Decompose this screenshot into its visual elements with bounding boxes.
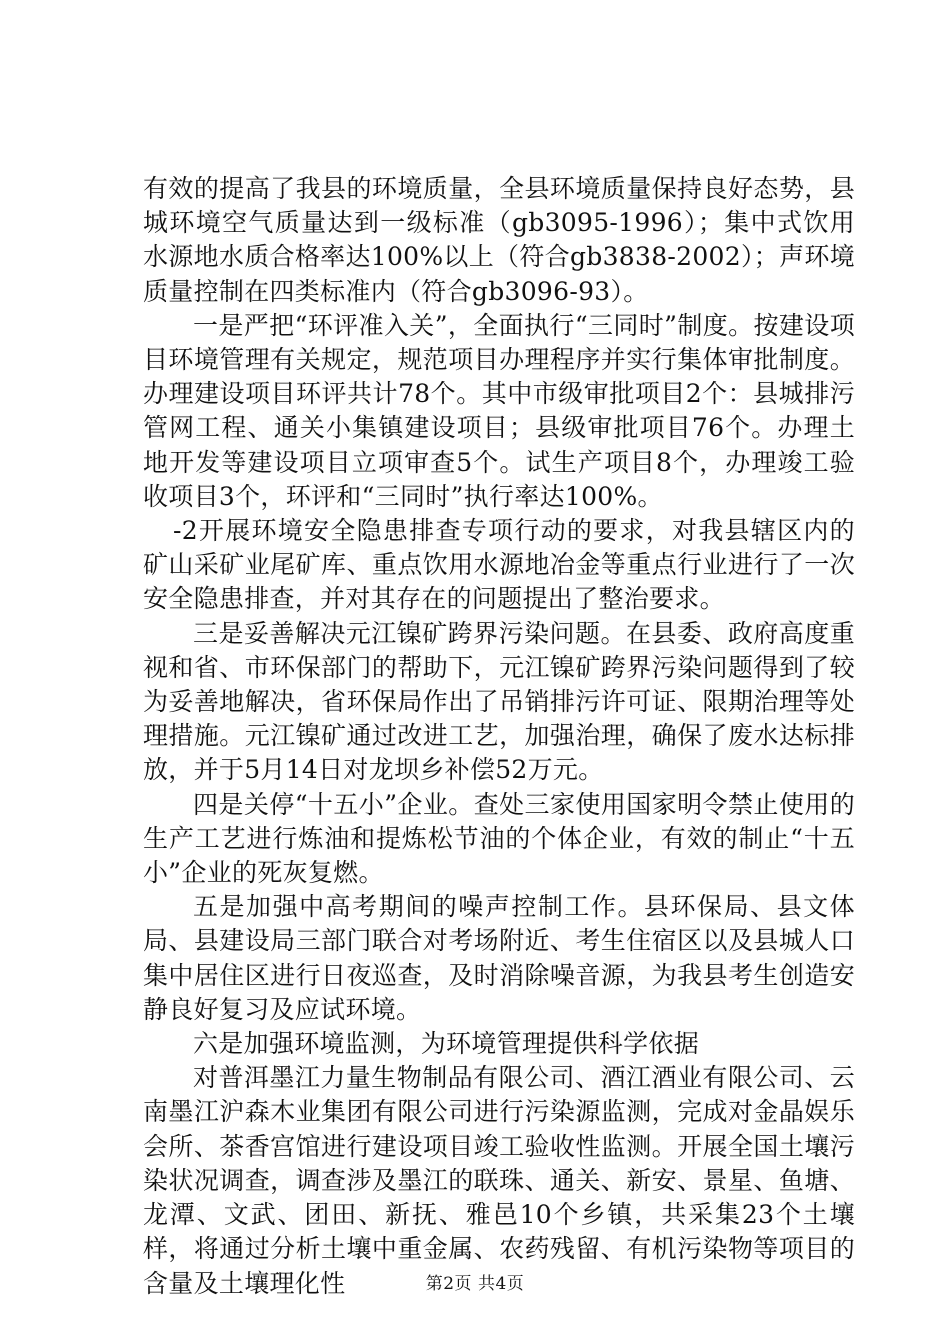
paragraph-monitoring-heading: 六是加强环境监测，为环境管理提供科学依据 [193, 1029, 700, 1059]
page-number-footer: 第2页 共4页 [425, 1274, 525, 1294]
paragraph-fifteen-small: 四是关停“十五小”企业。查处三家使用国家明令禁止使用的生产工艺进行炼油和提炼松节油的个体企业，有效的制止“十五小”企业的死灰复燃。 [143, 789, 855, 888]
paragraph-nickel-mine: 三是妥善解决元江镍矿跨界污染问题。在县委、政府高度重视和省、市环保部门的帮助下，元江镍矿跨界污染问题得到了较为妥善地解决，省环保局作出了吊销排污许可证、限期治理等处理措施。元江镍矿通过改进工艺，加强治理，确保了废水达标排放，并于5月14日对龙坝乡补偿52万元。 [143, 618, 855, 785]
paragraph-eia-admission: 一是严把“环评准入关”，全面执行“三同时”制度。按建设项目环境管理有关规定，规范项目办理程序并实行集体审批制度。办理建设项目环评共计78个。其中市级审批项目2个：县城排污管网工程、通关小集镇建设项目；县级审批项目76个。办理土地开发等建设项目立项审查5个。试生产项目8个，办理竣工验收项目3个，环评和“三同时”执行率达100%。 [143, 310, 855, 511]
paragraph-environment-quality: 有效的提高了我县的环境质量，全县环境质量保持良好态势，县城环境空气质量达到一级标准（gb3095-1996）；集中式饮用水源地水质合格率达100%以上（符合gb3838-2002）；声环境质量控制在四类标准内（符合gb3096-93）。 [143, 174, 855, 306]
paragraph-noise-control: 五是加强中高考期间的噪声控制工作。县环保局、县文体局、县建设局三部门联合对考场附近、考生住宿区以及县城人口集中居住区进行日夜巡查，及时消除噪音源，为我县考生创造安静良好复习及应试环境。 [143, 892, 855, 1024]
paragraph-safety-inspection: -2开展环境安全隐患排查专项行动的要求，对我县辖区内的矿山采矿业尾矿库、重点饮用水源地冶金等重点行业进行了一次安全隐患排查，并对其存在的问题提出了整治要求。 [143, 516, 855, 614]
paragraph-monitoring-details: 对普洱墨江力量生物制品有限公司、酒江酒业有限公司、云南墨江沪森木业集团有限公司进行污染源监测，完成对金晶娱乐会所、茶香宫馆进行建设项目竣工验收性监测。开展全国土壤污染状况调查，调查涉及墨江的联珠、通关、新安、景星、鱼塘、龙潭、文武、团田、新抚、雅邑10个乡镇，共采集23个土壤样，将通过分析土壤中重金属、农药残留、有机污染物等项目的含量及土壤理化性 [143, 1063, 855, 1298]
document-body [143, 172, 855, 1301]
